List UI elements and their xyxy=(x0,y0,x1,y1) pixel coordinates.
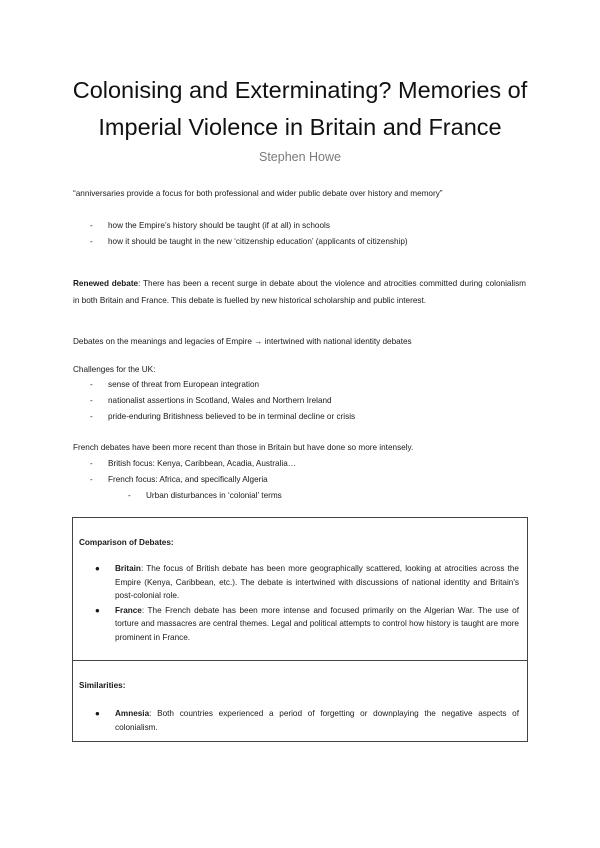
bullet-icon: ● xyxy=(95,709,100,718)
list-item: - pride-enduring Britishness believed to be in terminal decline or crisis xyxy=(73,409,526,425)
list-item: - how it should be taught in the new ‘citizenship education’ (applicants of citizenship) xyxy=(73,234,526,250)
list-item: ● France: The French debate has been more intense and focused primarily on the Algerian War. The use of torture and massacres are central themes. Legal and political attempts to control how history is taught are more prominent in France. xyxy=(95,605,519,642)
comparison-list xyxy=(95,562,519,646)
similarities-label: Amnesia xyxy=(115,709,150,718)
comparison-label: Britain xyxy=(115,564,141,573)
comparison-label: France xyxy=(115,605,142,615)
comparison-box xyxy=(72,517,528,661)
page-title: Colonising and Exterminating? Memories of Imperial Violence in Britain and France xyxy=(72,77,528,140)
comparison-heading: Comparison of Debates: xyxy=(79,538,174,547)
list-item: - how the Empire’s history should be taught (if at all) in schools xyxy=(73,218,526,234)
list-sub-item: - Urban disturbances in ‘colonial’ terms xyxy=(73,488,526,504)
french-list xyxy=(73,456,526,503)
similarities-box xyxy=(72,660,528,742)
debates-line: Debates on the meanings and legacies of Empire → intertwined with national identity debates xyxy=(73,337,412,346)
list-item: ● Amnesia: Both countries experienced a period of forgetting or downplaying the negative aspects of colonialism. xyxy=(95,709,519,732)
french-debates-text: French debates have been more recent than those in Britain but have done so more intensely. xyxy=(73,443,414,452)
similarities-list xyxy=(95,707,519,735)
list-item: - British focus: Kenya, Caribbean, Acadia, Australia… xyxy=(73,456,526,472)
author: Stephen Howe xyxy=(258,150,341,164)
challenges-heading: Challenges for the UK: xyxy=(73,365,156,374)
quote-paragraph: “anniversaries provide a focus for both professional and wider public debate over history and memory” xyxy=(73,189,443,198)
challenges-list xyxy=(73,377,526,424)
bullet-icon: ● xyxy=(95,564,100,573)
quote-points xyxy=(73,218,526,250)
list-item: ● Britain: The focus of British debate has been more geographically scattered, looking at atrocities across the Empire (Kenya, Caribbean, etc.). The debate is intertwined with discussions of national identity and Britain's post-colonial role. xyxy=(95,564,519,601)
list-item: - French focus: Africa, and specifically Algeria xyxy=(73,472,526,488)
renewed-debate-text: : There has been a recent surge in debate about the violence and atrocities committed during colonialism in both Britain and France. This debate is fuelled by new historical scholarship and public interest. xyxy=(73,279,526,305)
list-item: - nationalist assertions in Scotland, Wales and Northern Ireland xyxy=(73,393,526,409)
renewed-debate-label: Renewed debate xyxy=(73,279,139,288)
bullet-icon: ● xyxy=(95,605,100,615)
similarities-heading: Similarities: xyxy=(79,681,126,690)
renewed-debate-paragraph xyxy=(73,276,526,309)
list-item: - sense of threat from European integration xyxy=(73,377,526,393)
